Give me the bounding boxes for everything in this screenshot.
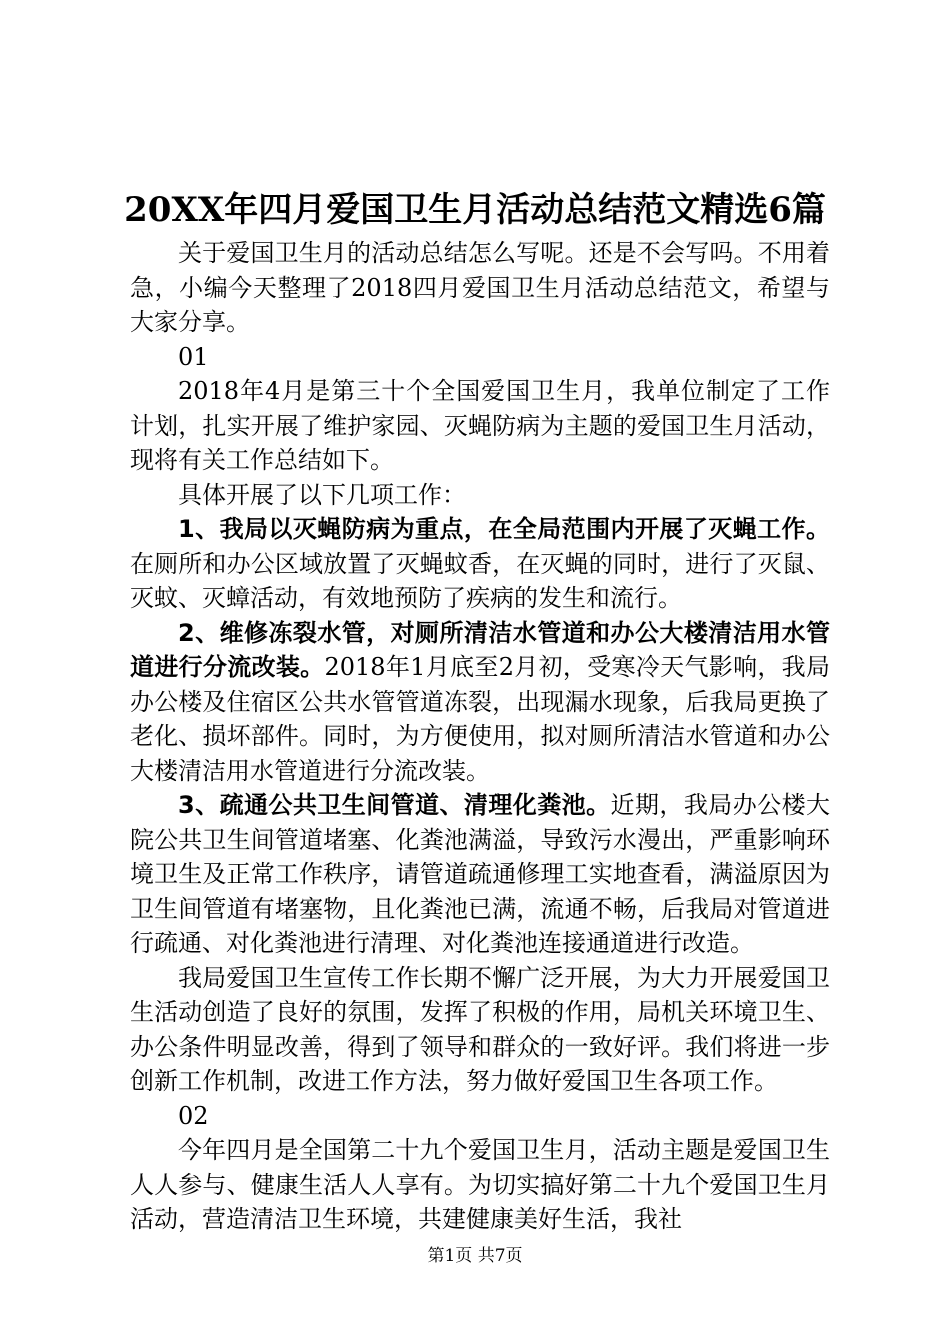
document-title: 20XX年四月爱国卫生月活动总结范文精选6篇: [124, 190, 826, 230]
section-number-01: 01: [178, 342, 209, 371]
page-footer: 第1页 共7页: [427, 1246, 523, 1266]
paragraph-intro: 关于爱国卫生月的活动总结怎么写呢。还是不会写吗。不用着急，小编今天整理了2018四月爱国卫生月活动总结范文，希望与大家分享。: [130, 239, 830, 336]
paragraph-overview: 2018年4月是第三十个全国爱国卫生月，我单位制定了工作计划，扎实开展了维护家园、灭蝇防病为主题的爱国卫生月活动，现将有关工作总结如下。: [130, 377, 830, 474]
document-body: [130, 236, 830, 1237]
section-number-02: 02: [178, 1101, 209, 1130]
paragraph-item-3: 3、疏通公共卫生间管道、清理化粪池。近期，我局办公楼大院公共卫生间管道堵塞、化粪池满溢，导致污水漫出，严重影响环境卫生及正常工作秩序，请管道疏通修理工实地查看，满溢原因为卫生间管道有堵塞物，且化粪池已满，流通不畅，后我局对管道进行疏通、对化粪池进行清理、对化粪池连接通道进行改造。: [130, 791, 831, 957]
paragraph-item-1: 1、我局以灭蝇防病为重点，在全局范围内开展了灭蝇工作。在厕所和办公区域放置了灭蝇蚊香，在灭蝇的同时，进行了灭鼠、灭蚊、灭蟑活动，有效地预防了疾病的发生和流行。: [130, 515, 830, 612]
item-3-heading: 3、疏通公共卫生间管道、清理化粪池。: [178, 791, 611, 819]
paragraph-work-list-heading: 具体开展了以下几项工作：: [178, 480, 466, 509]
item-2-heading: 2、维修冻裂水管，对厕所清洁水管道和办公大楼清洁用水管道进行分流改装。: [130, 618, 830, 681]
paragraph-section-2-intro: 今年四月是全国第二十九个爱国卫生月，活动主题是爱国卫生人人参与、健康生活人人享有。为切实搞好第二十九个爱国卫生月活动，营造清洁卫生环境，共建健康美好生活，我社: [130, 1136, 830, 1233]
paragraph-conclusion: 我局爱国卫生宣传工作长期不懈广泛开展，为大力开展爱国卫生活动创造了良好的氛围，发挥了积极的作用，局机关环境卫生、办公条件明显改善，得到了领导和群众的一致好评。我们将进一步创新工作机制，改进工作方法，努力做好爱国卫生各项工作。: [130, 963, 830, 1095]
paragraph-item-2: 2、维修冻裂水管，对厕所清洁水管道和办公大楼清洁用水管道进行分流改装。2018年1月底至2月初，受寒冷天气影响，我局办公楼及住宿区公共水管管道冻裂，出现漏水现象，后我局更换了老化、损坏部件。同时，为方便使用，拟对厕所清洁水管道和办公大楼清洁用水管道进行分流改装。: [130, 618, 830, 785]
item-1-heading: 1、我局以灭蝇防病为重点，在全局范围内开展了灭蝇工作。: [178, 515, 830, 543]
